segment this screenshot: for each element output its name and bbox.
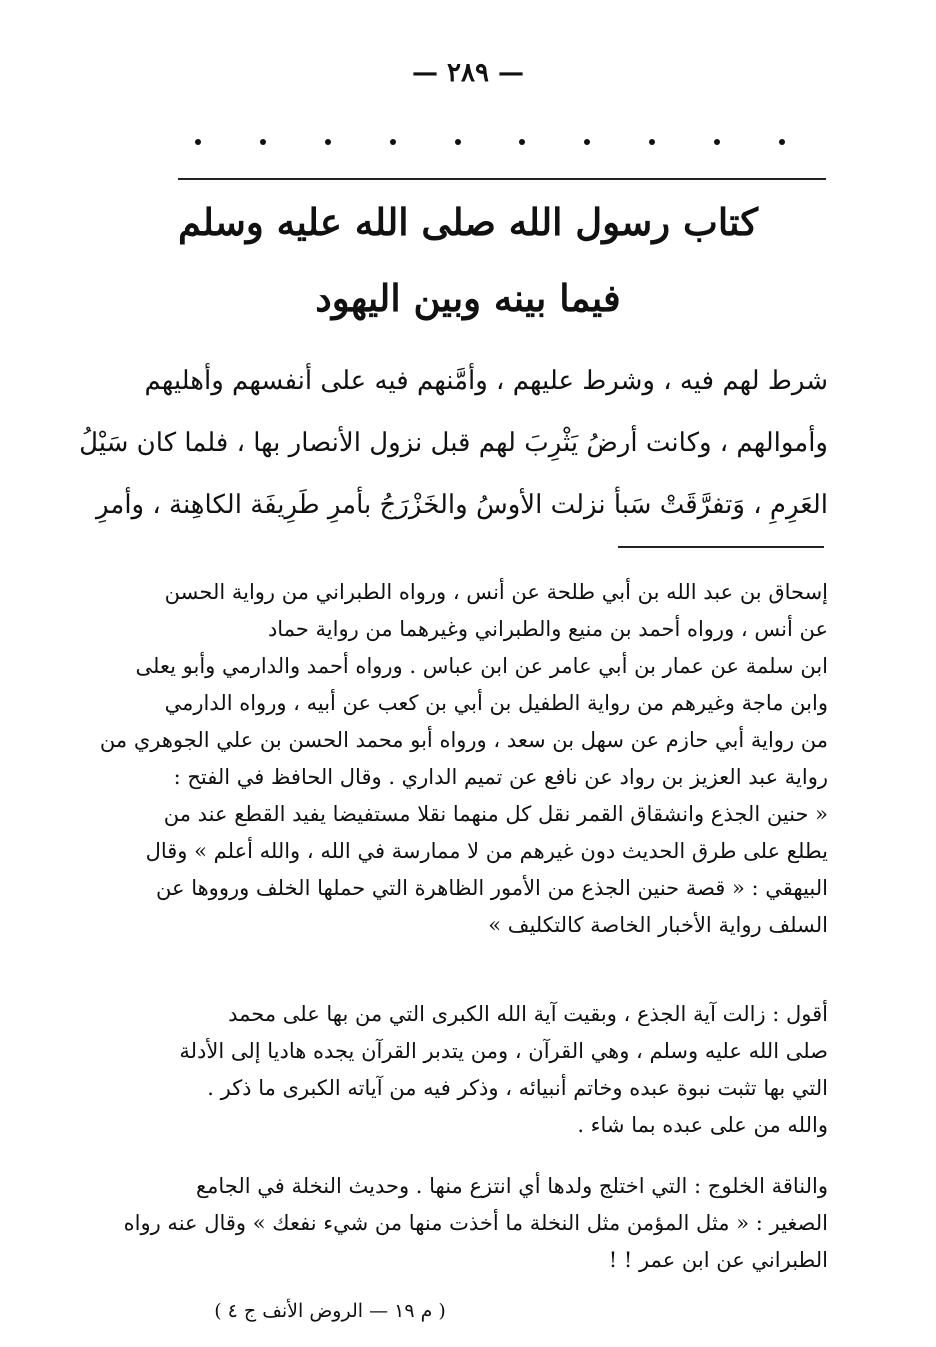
footnote-line: الصغير : « مثل المؤمن مثل النخلة ما أخذت منها من شيء نفعك » وقال عنه رواه: [123, 1211, 828, 1235]
footnote-line: « حنين الجذع وانشقاق القمر نقل كل منهما نقلا مستفيضا يفيد القطع عند من: [163, 802, 828, 826]
ornament-dot: [649, 139, 655, 145]
ornament-dot: [714, 139, 720, 145]
footnote-separator: [618, 546, 824, 548]
footnote-line: رواية عبد العزيز بن رواد عن نافع عن تميم الداري . وقال الحافظ في الفتح :: [173, 765, 828, 789]
chapter-subtitle: فيما بينه وبين اليهود: [315, 276, 621, 320]
ornament-dot: [325, 139, 331, 145]
footnote-line: عن أنس ، ورواه أحمد بن منيع والطبراني وغيرهما من رواية حماد: [267, 617, 828, 641]
ornament-dot: [519, 139, 525, 145]
page-number: — ٢٨٩ —: [411, 58, 525, 88]
header-rule: [178, 178, 826, 180]
ornament-dot: [779, 139, 785, 145]
ornament-dot: [455, 139, 461, 145]
ornament-dot: [584, 139, 590, 145]
footnote-line: التي بها تثبت نبوة عبده وخاتم أنبيائه ، وذكر فيه من آياته الكبرى ما ذكر .: [207, 1076, 828, 1100]
main-text: [79, 350, 828, 536]
footnote-paragraph-2: [160, 996, 828, 1144]
footnote-line: والناقة الخلوج : التي اختلج ولدها أي انتزع منها . وحديث النخلة في الجامع: [195, 1174, 828, 1198]
footnote-line: السلف رواية الأخبار الخاصة كالتكليف »: [488, 913, 828, 937]
main-text-line: وأموالهم ، وكانت أرضُ يَثْرِبَ لهم قبل نزول الأنصار بها ، فلما كان سَيْلُ: [79, 428, 828, 458]
main-text-line: العَرِمِ ، وَتفرَّقَتْ سَبأ نزلت الأوسُ والخَزْرَجُ بأمرِ طَرِيفَة الكاهِنة ، وأمرِ: [96, 490, 828, 520]
footnote-line: يطلع على طرق الحديث دون غيرهم من لا ممارسة في الله ، والله أعلم » وقال: [145, 839, 828, 863]
footnote-line: من رواية أبي حازم عن سهل بن سعد ، ورواه أبو محمد الحسن بن علي الجوهري من: [99, 728, 828, 752]
footnote-line: ابن سلمة عن عمار بن أبي عامر عن ابن عباس . ورواه أحمد والدارمي وأبو يعلى: [135, 654, 828, 678]
footnote-line: وابن ماجة وغيرهم من رواية الطفيل بن أبي بن كعب عن أبيه ، ورواه الدارمي: [164, 691, 828, 715]
footnote-line: البيهقي : « قصة حنين الجذع من الأمور الظاهرة التي حملها الخلف ورووها عن: [156, 876, 828, 900]
main-text-line: شرط لهم فيه ، وشرط عليهم ، وأمَّنهم فيه على أنفسهم وأهليهم: [144, 366, 828, 396]
chapter-title: كتاب رسول الله صلى الله عليه وسلم: [178, 200, 758, 244]
signature-mark: ( م ١٩ — الروض الأنف ج ٤ ): [214, 1300, 446, 1322]
footnote-line: إسحاق بن عبد الله بن أبي طلحة عن أنس ، ورواه الطبراني من رواية الحسن: [164, 580, 828, 604]
ornament-dot: [195, 139, 201, 145]
footnote-paragraph-3: [123, 1168, 828, 1279]
footnote-paragraph-1: [99, 574, 828, 944]
ornament-dot: [390, 139, 396, 145]
footnote-line: الطبراني عن ابن عمر ! !: [608, 1248, 828, 1272]
ornament-dots: [195, 134, 785, 150]
footnote-line: صلى الله عليه وسلم ، وهي القرآن ، ومن يتدبر القرآن يجده هاديا إلى الأدلة: [179, 1039, 828, 1063]
footnote-line: والله من على عبده بما شاء .: [577, 1113, 828, 1137]
footnote-line: أقول : زالت آية الجذع ، وبقيت آية الله الكبرى التي من بها على محمد: [228, 1002, 828, 1026]
ornament-dot: [260, 139, 266, 145]
